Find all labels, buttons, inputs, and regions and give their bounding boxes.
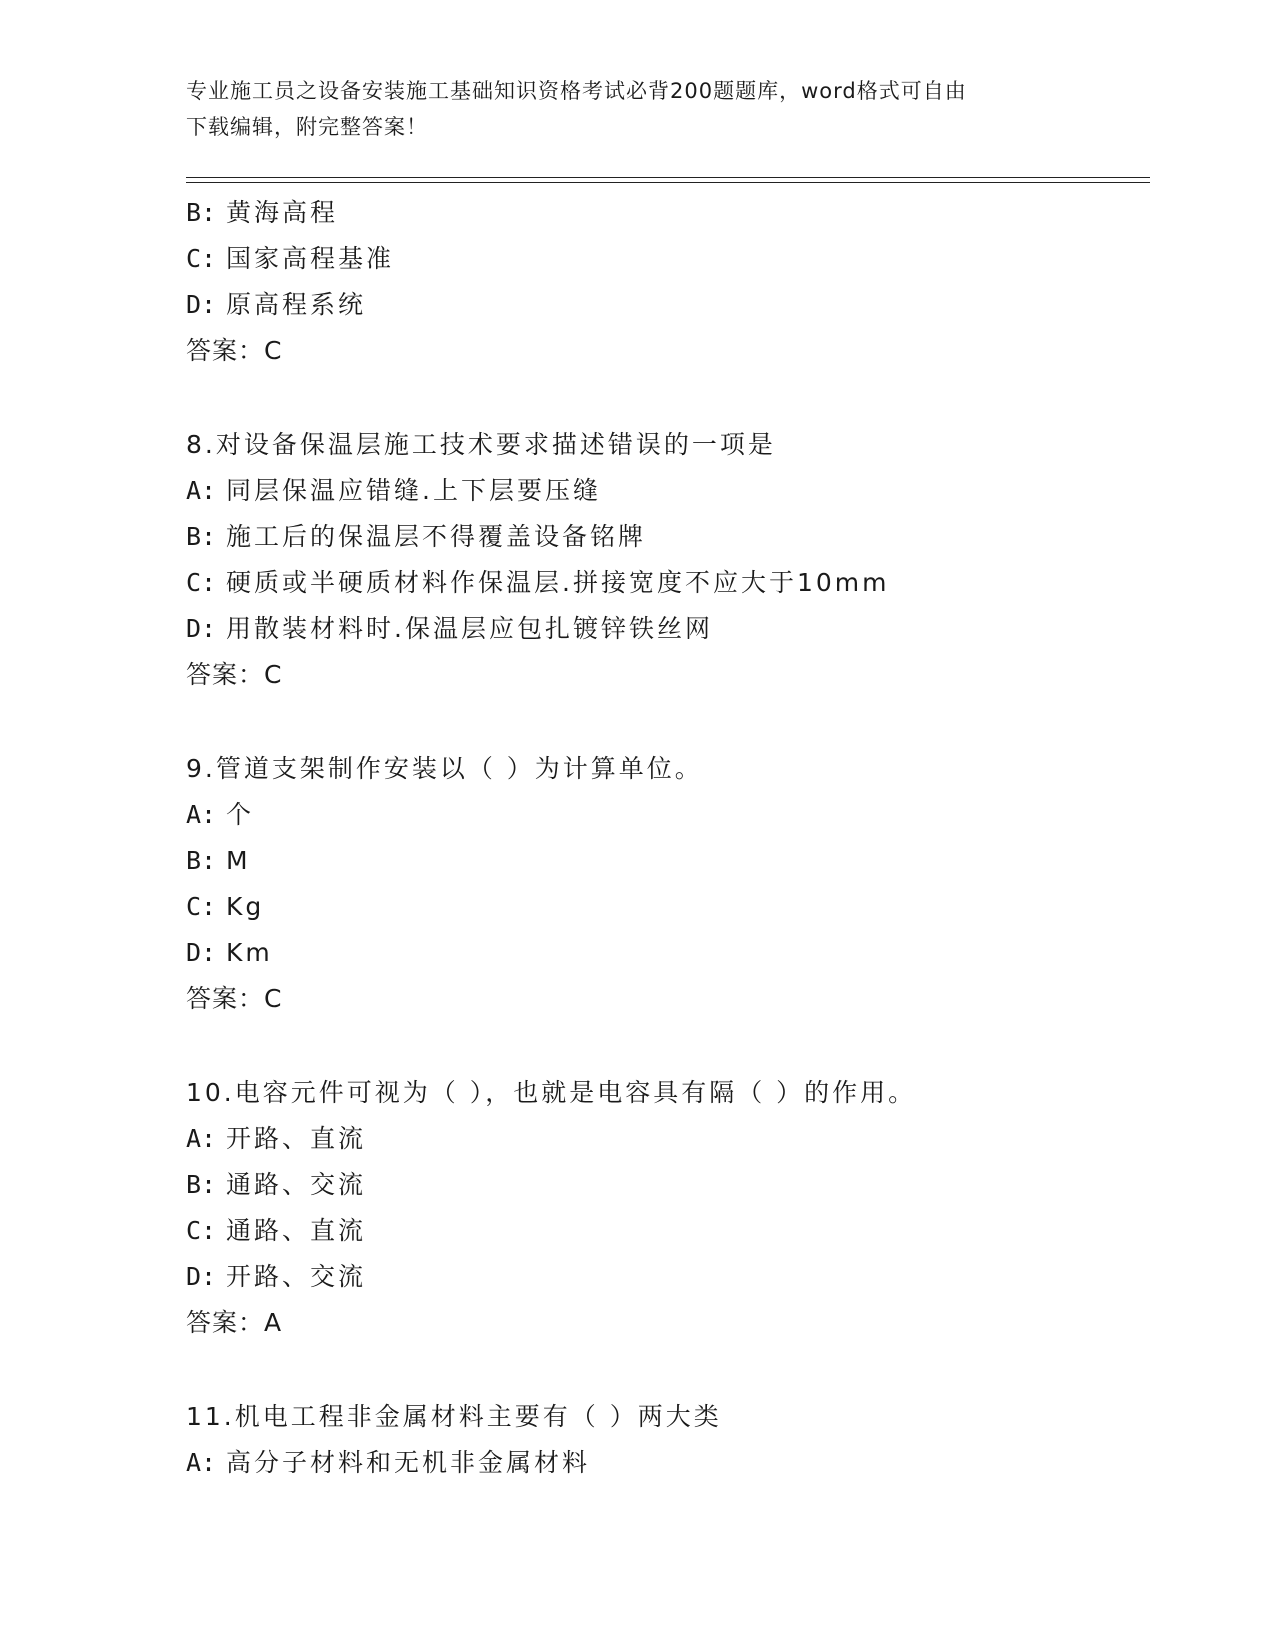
option-a	[186, 792, 1150, 838]
option-b	[186, 1162, 1150, 1208]
answer-line: 答案：C	[186, 984, 283, 1013]
option-text: Km	[226, 938, 273, 967]
option-text: 通路、交流	[226, 1170, 367, 1199]
option-text: 高分子材料和无机非金属材料	[226, 1448, 591, 1477]
option-a	[186, 468, 1150, 514]
question-10-block	[186, 1070, 1150, 1346]
option-text: 用散装材料时.保温层应包扎镀锌铁丝网	[226, 614, 713, 643]
answer-line: 答案：C	[186, 660, 283, 689]
option-letter: A:	[186, 1124, 217, 1153]
option-letter: B:	[186, 846, 217, 875]
option-text: Kg	[226, 892, 265, 921]
option-letter: D:	[186, 290, 217, 319]
option-text: 开路、交流	[226, 1262, 367, 1291]
option-letter: D:	[186, 1262, 217, 1291]
option-letter: B:	[186, 1170, 217, 1199]
option-text: 原高程系统	[226, 290, 367, 319]
option-text: 个	[226, 800, 255, 829]
answer-line: 答案：A	[186, 1308, 283, 1337]
answer-line: 答案：C	[186, 336, 283, 365]
option-a	[186, 1440, 1150, 1486]
option-letter: C:	[186, 568, 217, 597]
question-11-block	[186, 1394, 1150, 1486]
option-d	[186, 930, 1150, 976]
option-c	[186, 884, 1150, 930]
option-letter: C:	[186, 892, 217, 921]
option-text: 黄海高程	[226, 198, 339, 227]
question-text: 8.对设备保温层施工技术要求描述错误的一项是	[186, 430, 776, 459]
option-letter: A:	[186, 1448, 217, 1477]
option-d	[186, 606, 1150, 652]
header-divider-top	[186, 177, 1150, 178]
option-letter: C:	[186, 1216, 217, 1245]
option-b	[186, 838, 1150, 884]
option-text: 硬质或半硬质材料作保温层.拼接宽度不应大于10mm	[226, 568, 890, 597]
option-b	[186, 514, 1150, 560]
option-text: 国家高程基准	[226, 244, 395, 273]
option-text: 施工后的保温层不得覆盖设备铭牌	[226, 522, 647, 551]
question-list	[186, 190, 1150, 1486]
header-line-2: 下载编辑，附完整答案！	[186, 115, 428, 139]
option-text: 通路、直流	[226, 1216, 367, 1245]
question-text: 11.机电工程非金属材料主要有（ ）两大类	[186, 1402, 722, 1431]
document-header	[186, 73, 1066, 145]
option-letter: B:	[186, 522, 217, 551]
option-letter: C:	[186, 244, 217, 273]
option-text: M	[226, 846, 251, 875]
option-text: 同层保温应错缝.上下层要压缝	[226, 476, 601, 505]
option-b	[186, 190, 1150, 236]
option-letter: A:	[186, 800, 217, 829]
option-letter: D:	[186, 614, 217, 643]
option-d	[186, 1254, 1150, 1300]
option-d	[186, 282, 1150, 328]
header-line-1: 专业施工员之设备安装施工基础知识资格考试必背200题题库，word格式可自由	[186, 79, 967, 103]
option-letter: B:	[186, 198, 217, 227]
header-divider-bottom	[186, 182, 1150, 183]
question-8-block	[186, 422, 1150, 698]
question-text: 9.管道支架制作安装以（ ）为计算单位。	[186, 754, 703, 783]
option-c	[186, 236, 1150, 282]
option-letter: A:	[186, 476, 217, 505]
question-text: 10.电容元件可视为（ ），也就是电容具有隔（ ）的作用。	[186, 1078, 917, 1107]
option-a	[186, 1116, 1150, 1162]
option-c	[186, 1208, 1150, 1254]
question-9-block	[186, 746, 1150, 1022]
option-letter: D:	[186, 938, 217, 967]
option-c	[186, 560, 1150, 606]
question-7-block	[186, 190, 1150, 374]
option-text: 开路、直流	[226, 1124, 367, 1153]
